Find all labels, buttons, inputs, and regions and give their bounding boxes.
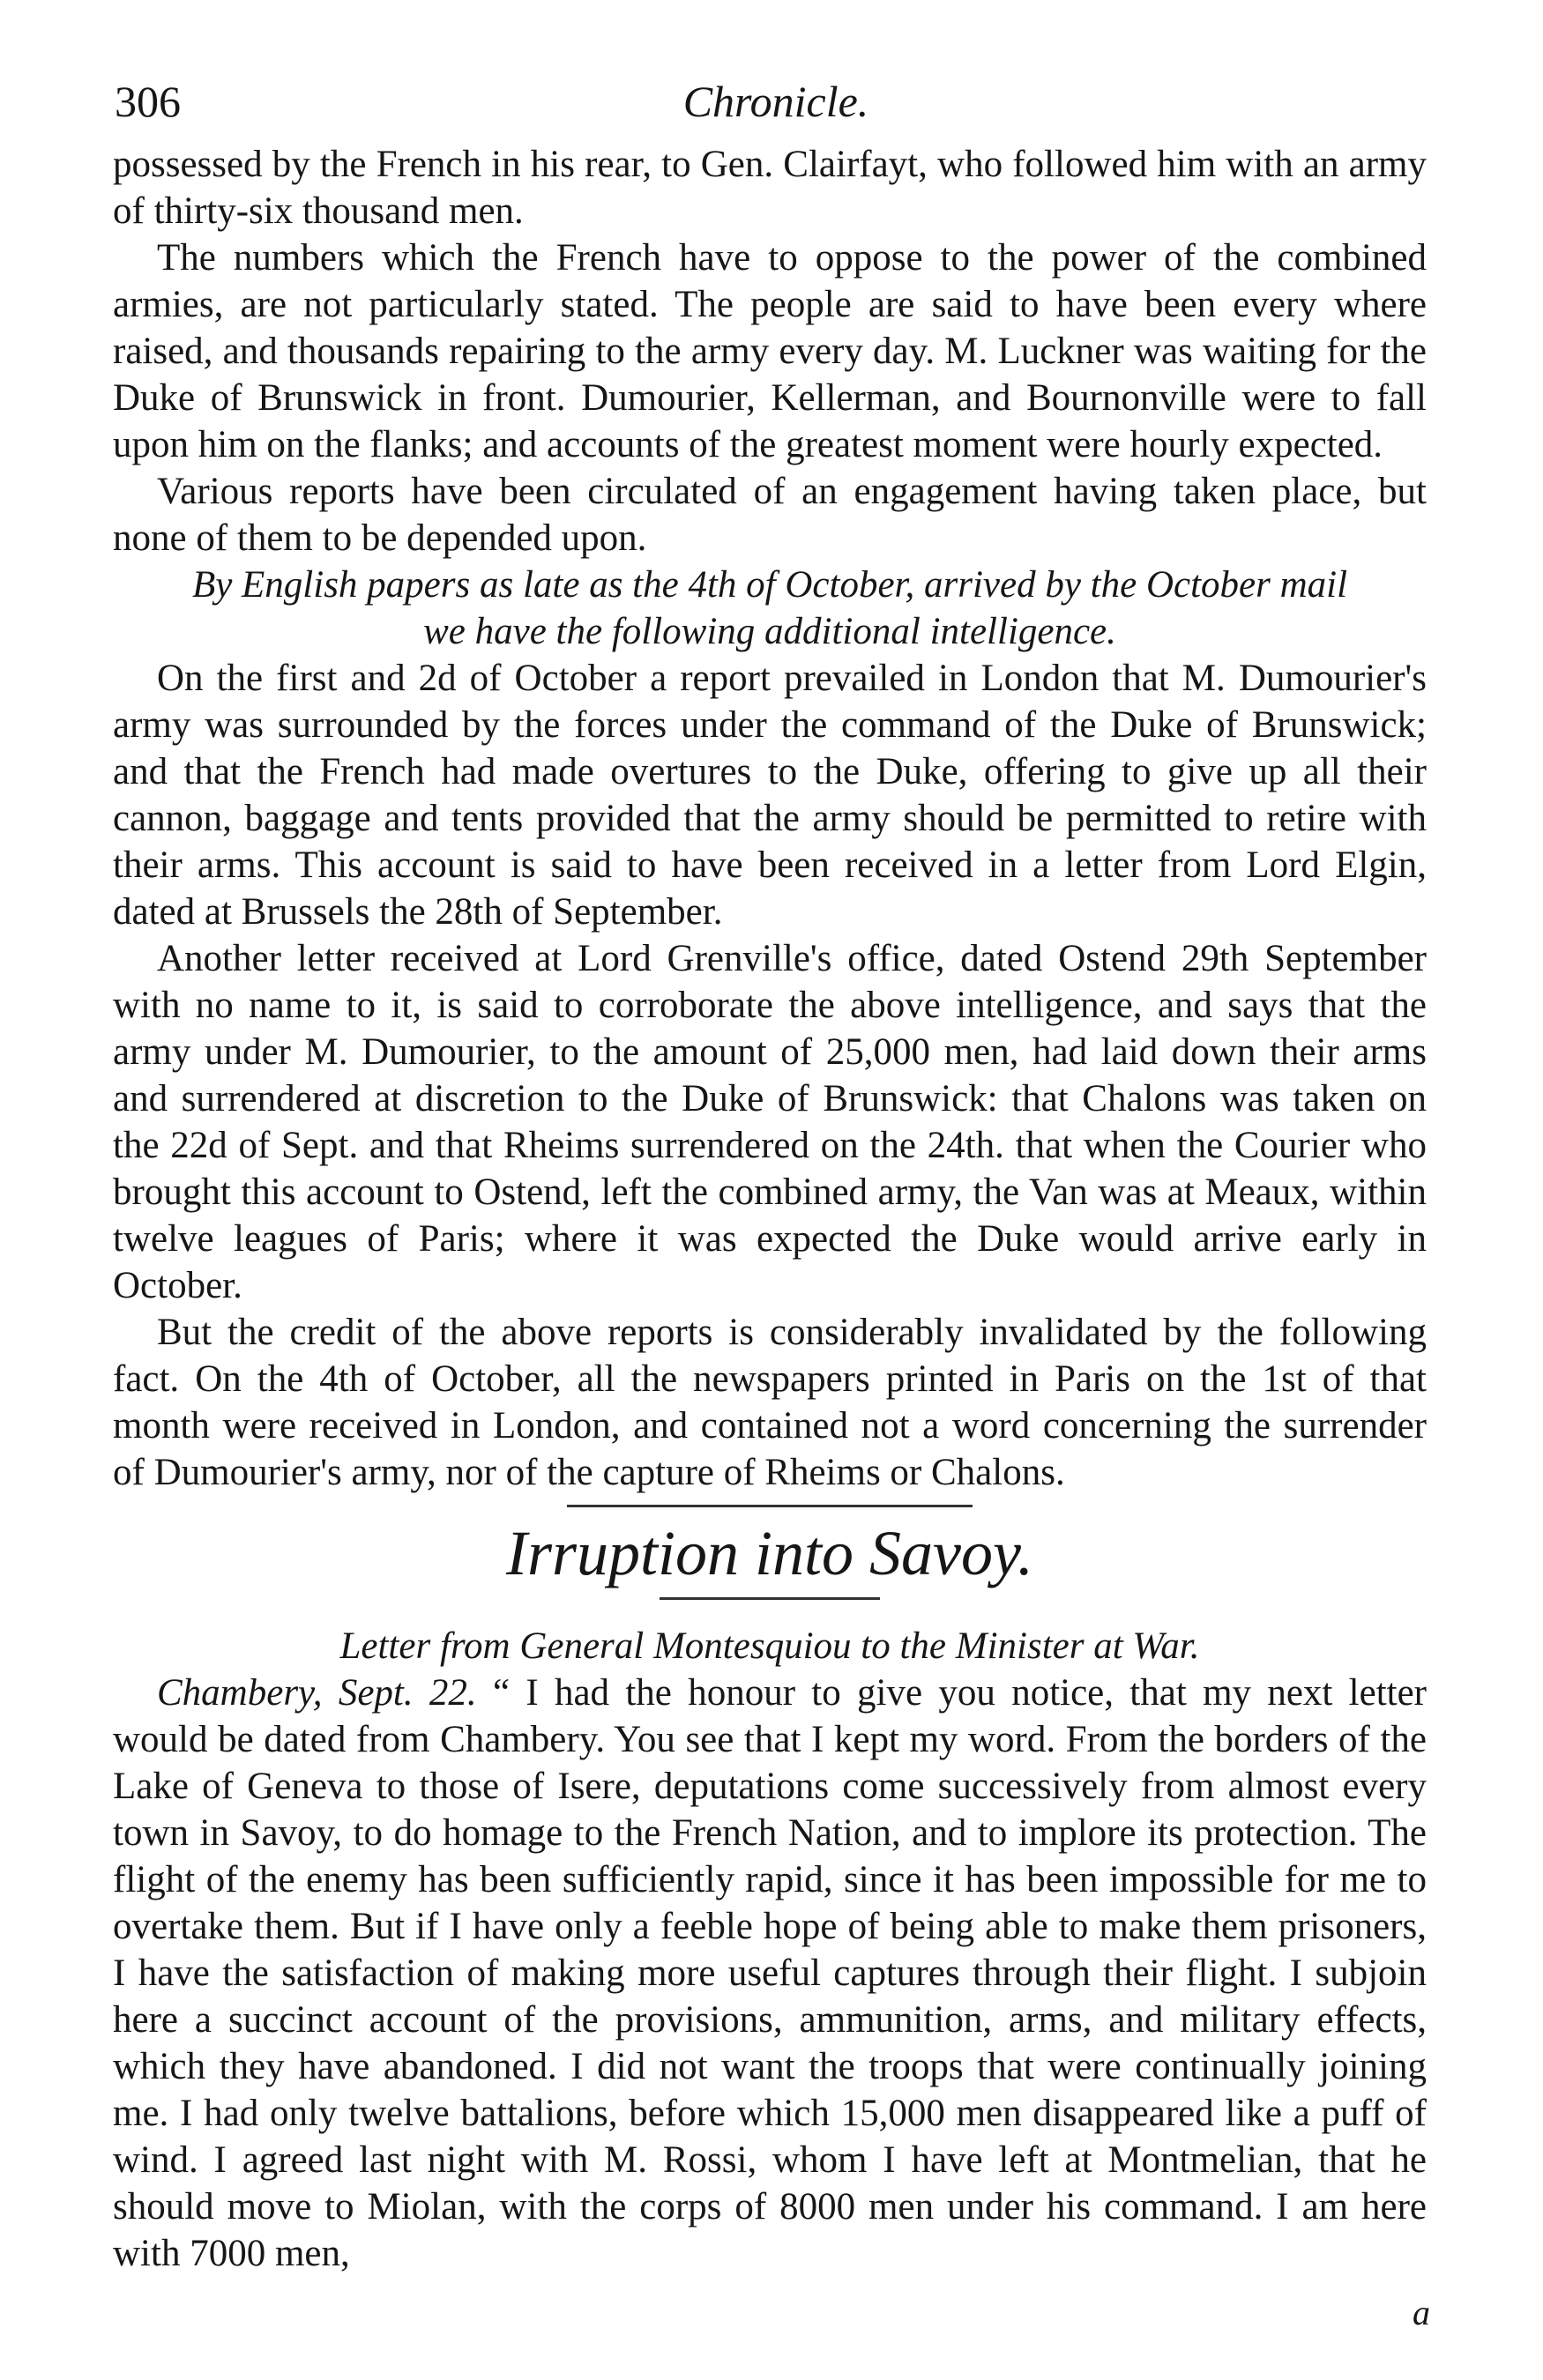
letter-text: “ I had the honour to give you notice, that my next letter would be dated from Chambery. You see that I kept my word. From the borders of the Lake of Geneva to those of Isere, deputations come successively from almost every town in Savoy, to do homage to the French Nation, and to implore its protection. The flight of the enemy has been sufficiently rapid, since it has been impossible for me to overtake them. But if I have only a feeble hope of being able to make them prisoners, I have the satisfaction of making more useful captures through their flight. I subjoin here a succinct account of the provisions, ammunition, arms, and military effects, which they have abandoned. I did not want the troops that were continually joining me. I had only twelve battalions, before which 15,000 men disappeared like a puff of wind. I agreed last night with M. Rossi, whom I have left at Montmelian, that he should move to Miolan, with the corps of 8000 men under his command. I am here with 7000 men,	[113, 1672, 1427, 2274]
intelligence-note-line: By English papers as late as the 4th of October, arrived by the October mail	[191, 564, 1348, 606]
paragraph: Another letter received at Lord Grenville's office, dated Ostend 29th September with no name to it, is said to corroborate the above intelligence, and says that the army under M. Dumourier, to the amount of 25,000 men, had laid down their arms and surrendered at discretion to the Duke of Brunswick: that Chalons was taken on the 22d of Sept. and that Rheims surrendered on the 24th. that when the Courier who brought this account to Ostend, left the combined army, the Van was at Meaux, within twelve leagues of Paris; where it was expected the Duke would arrive early in October.	[113, 938, 1427, 1306]
paragraph: possessed by the French in his rear, to Gen. Clairfayt, who followed him with an army of thirty-six thousand men.	[113, 144, 1427, 232]
letter-paragraph	[113, 1670, 1427, 2277]
letter-dateline: Chambery, Sept. 22.	[157, 1672, 477, 1714]
page-number: 306	[115, 77, 181, 126]
section-divider	[567, 1505, 973, 1507]
section-title: Irruption into Savoy.	[506, 1518, 1033, 1588]
paragraph: The numbers which the French have to oppose to the power of the combined armies, are not particularly stated. The people are said to have been every where raised, and thousands repairing to the army every day. M. Luckner was waiting for the Duke of Brunswick in front. Dumourier, Kellerman, and Bournonville were to fall upon him on the flanks; and accounts of the greatest moment were hourly expected.	[113, 237, 1427, 465]
intelligence-note-line: we have the following additional intelligence.	[423, 611, 1116, 652]
page-header	[115, 76, 1437, 138]
catchword: a	[1413, 2293, 1430, 2332]
paragraph: On the first and 2d of October a report prevailed in London that M. Dumourier's army was surrounded by the forces under the command of the Duke of Brunswick; and that the French had made overtures to the Duke, offering to give up all their cannon, baggage and tents provided that the army should be permitted to retire with their arms. This account is said to have been received in a letter from Lord Elgin, dated at Brussels the 28th of September.	[113, 658, 1427, 933]
paragraph: Various reports have been circulated of an engagement having taken place, but none of them to be depended upon.	[113, 471, 1427, 559]
letter-heading: Letter from General Montesquiou to the Minister at War.	[339, 1625, 1200, 1667]
paragraph: But the credit of the above reports is considerably invalidated by the following fact. On the 4th of October, all the newspapers printed in Paris on the 1st of that month were received in London, and contained not a word concerning the surrender of Dumourier's army, nor of the capture of Rheims or Chalons.	[113, 1312, 1427, 1493]
running-head: Chronicle.	[682, 77, 869, 126]
title-underline	[660, 1597, 880, 1600]
intelligence-note	[113, 562, 1427, 655]
page-body	[113, 141, 1427, 2277]
